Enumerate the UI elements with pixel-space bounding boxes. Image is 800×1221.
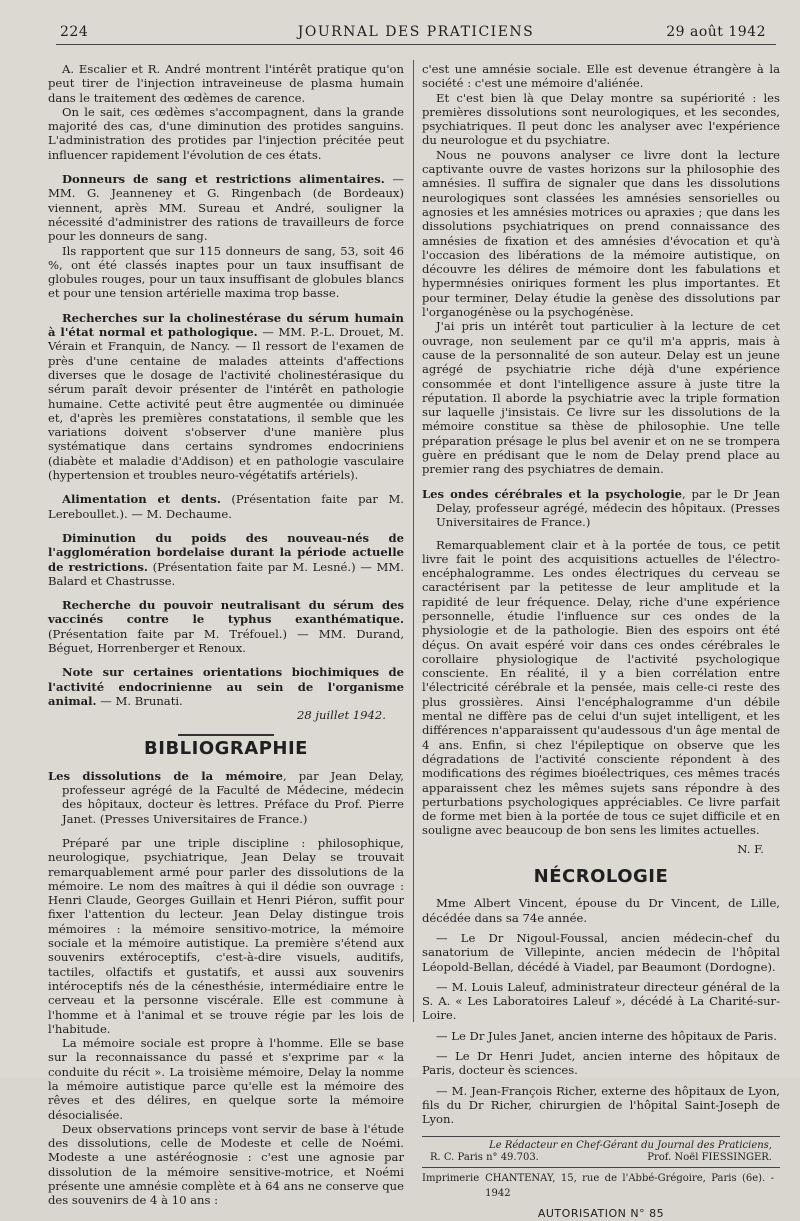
obituary-item: Mme Albert Vincent, épouse du Dr Vincent, de Lille, décédée dans sa 74e année. (422, 896, 780, 925)
book-entry-ondes (422, 487, 780, 530)
article-title: Alimentation et dents. (62, 492, 221, 507)
article-text: (Présentation faite par M. Lereboullet.). — M. Dechaume. (48, 492, 404, 521)
paragraph-oedemes: On le sait, ces œdèmes s'accompagnent, dans la grande majorité des cas, d'une diminution des protides sanguins. L'administration des protides par l'injection précitée peut influencer rapidement l'évolution de ces états. (48, 104, 404, 162)
article-alimentation (48, 492, 404, 521)
journal-title: JOURNAL DES PRATICIENS (297, 24, 535, 40)
right-column (422, 62, 780, 1221)
article-text: — MM. G. Jeanneney et G. Ringenbach (de Bordeaux) viennent, après MM. Sureau et André, souligner la nécessité d'administrer des rations de travailleurs de force pour les donneurs de sang. (48, 172, 404, 244)
review-paragraph: La mémoire sociale est propre à l'homme. Elle se base sur la reconnaissance du passé et s'exprime par « la conduite du récit ». La troisième mémoire, Delay la nomme la mémoire autistique parce qu'elle est la mémoire des rêves et des délires, en quelque sorte la mémoire désocialisée. (48, 1036, 404, 1122)
article-title: Diminution du poids des nouveau-nés de l'agglomération bordelaise durant la période actuelle de restrictions. (48, 530, 404, 574)
article-title: Recherches sur la cholinestérase du sérum humain à l'état normal et pathologique. (48, 310, 404, 340)
bibliographie-heading: BIBLIOGRAPHIE (144, 738, 308, 760)
printer-label: Imprimerie (422, 1173, 480, 1185)
article-text: (Présentation faite par M. Lesné.) — MM. Balard et Chastrusse. (48, 559, 404, 588)
column-divider (413, 60, 414, 1022)
article-recherche (48, 598, 404, 655)
article-diminution (48, 531, 404, 588)
printer-name: CHANTENAY, 15, rue de l'Abbé-Grégoire, Paris (6e). - 1942 (485, 1173, 774, 1199)
printer-line (422, 1172, 780, 1201)
book-details: , par Jean Delay, professeur agrégé de la Faculté de Médecine, médecin des hôpitaux, docteur ès lettres. Préface du Prof. Pierre Janet. (Presses Universitaires de France.) (62, 768, 404, 826)
article-cholinesterase (48, 311, 404, 483)
section-rule (178, 734, 274, 736)
paragraph-donneurs-results: Ils rapportent que sur 115 donneurs de sang, 53, soit 46 %, ont été classés inaptes pour un taux insuffisant de globules rouges, pour un taux insuffisant de globules blancs et pour une tension artérielle maxima trop basse. (48, 243, 404, 301)
obituary-item: — M. Jean-François Richer, externe des hôpitaux de Lyon, fils du Dr Richer, chirurgien de l'hôpital Saint-Joseph de Lyon. (422, 1083, 780, 1127)
authorisation-number: AUTORISATION N° 85 (537, 1207, 665, 1221)
necrologie-heading: NÉCROLOGIE (533, 866, 669, 888)
article-text: — MM. P.-L. Drouet, M. Vérain et Franquin, de Nancy. — Il ressort de l'examen de près d'une centaine de malades atteints d'affections diverses que le dosage de l'activité cholinestérasique du sérum paraît devoir présenter de l'intérêt en pathologie humaine. Cette activité peut être augmentée ou diminuée et, d'après les premières constatations, il semble que les variations doivent s'observer d'une manière plus systématique dans certains syndromes endocriniens (diabète et maladie d'Addison) et en pathologie vasculaire (hypertension et troubles neuro-végétatifs artériels). (48, 325, 404, 483)
paragraph-escalier: A. Escalier et R. André montrent l'intérêt pratique qu'on peut tirer de l'injection intraveineuse de plasma humain dans le traitement des œdèmes de carence. (48, 62, 404, 105)
issue-date: 29 août 1942 (666, 24, 766, 40)
dateline: 28 juillet 1942. (296, 708, 386, 723)
review-paragraph: Préparé par une triple discipline : philosophique, neurologique, psychiatrique, Jean Delay se trouvait remarquablement armé pour parler des dissolutions de la mémoire. Le nom des maîtres à qui il dédie son ouvrage : Henri Claude, Georges Guillain et Henri Piéron, suffit pour fixer l'attention du lecteur. Jean Delay distingue trois mémoires : la mémoire sensitivo-motrice, la mémoire sociale et la mémoire autistique. La première s'étend aux souvenirs extéroceptifs, c'est-à-dire visuels, auditifs, tactiles, olfactifs et gustatifs, et aussi aux souvenirs intéroceptifs nés de la cénesthésie, intermédiaire entre le cerveau et la personne viscérale. Elle est commune à l'homme et à l'animal et se trouve régie par les lois de l'habitude. (48, 835, 404, 1036)
obituary-item: — Le Dr Henri Judet, ancien interne des hôpitaux de Paris, docteur ès sciences. (422, 1049, 780, 1078)
review-paragraph: Et c'est bien là que Delay montre sa supériorité : les premières dissolutions sont neurologiques, et les secondes, psychiatriques. Il peut donc les analyser avec l'expérience du neurologue et du psychiatre. (422, 90, 780, 148)
editor-name: Prof. Noël FIESSINGER. (647, 1152, 772, 1164)
reviewer-signature: N. F. (737, 841, 764, 856)
book-title: Les dissolutions de la mémoire (48, 768, 284, 783)
review-paragraph: Deux observations princeps vont servir de base à l'étude des dissolutions, celle de Modeste et celle de Noémi. Modeste a une astéréognosie : c'est une agnosie par dissolution de la mémoire sensitive-motrice, et Noémi présente une amnésie complète et à 64 ans ne conserve que des souvenirs de 4 à 10 ans : (48, 1121, 404, 1208)
article-note (48, 665, 404, 708)
editor-line: Le Rédacteur en Chef-Gérant du Journal des Praticiens, (489, 1140, 772, 1152)
obituary-item: — Le Dr Nigoul-Foussal, ancien médecin-chef du sanatorium de Villepinte, ancien médecin de l'hôpital Léopold-Bellan, décédé à Viadel, par Beaumont (Dordogne). (422, 930, 780, 974)
left-column (48, 62, 404, 1208)
review-paragraph: Nous ne pouvons analyser ce livre dont la lecture captivante ouvre de vastes horizons sur la philosophie des amnésies. Il suffira de signaler que dans les dissolutions neurologiques sont classées les amnésies sensorielles ou agnosies et les amnésies motrices ou apraxies ; que dans les dissolutions psychiatriques on prend connaissance des amnésies de fixation et des amnésies d'évocation et qu'à l'occasion des libérations de la mémoire autistique, on découvre les délires de mémoire dont les fabulations et hypermnésies oniriques forment les plus importantes. Et pour terminer, Delay étudie la genèse des dissolutions par l'organogénèse ou la psychogénèse. (422, 147, 780, 320)
article-text: — M. Brunati. (96, 693, 183, 708)
review-paragraph: c'est une amnésie sociale. Elle est devenue étrangère à la société : c'est une mémoire d'aliénée. (422, 62, 780, 91)
obituary-item: — Le Dr Jules Janet, ancien interne des hôpitaux de Paris. (436, 1028, 777, 1043)
book-entry-dissolutions (48, 769, 404, 826)
article-title: Donneurs de sang et restrictions alimentaires. (62, 172, 385, 187)
book-title: Les ondes cérébrales et la psychologie (422, 486, 683, 501)
obituary-item: — M. Louis Laleuf, administrateur directeur général de la S. A. « Les Laboratoires Laleuf », décédé à La Charité-sur-Loire. (422, 979, 780, 1023)
page-number: 224 (60, 24, 89, 40)
article-text: (Présentation faite par M. Tréfouel.) — MM. Durand, Béguet, Horrenberger et Renoux. (48, 626, 404, 655)
article-title: Recherche du pouvoir neutralisant du sérum des vaccinés contre le typhus exanthématique. (48, 598, 404, 627)
registration-number: R. C. Paris n° 49.703. (430, 1152, 539, 1164)
article-title: Note sur certaines orientations biochimiques de l'activité endocrinienne au sein de l'organisme animal. (48, 665, 404, 708)
book-details: , par le Dr Jean Delay, professeur agrégé, médecin des hôpitaux. (Presses Universitaires de France.) (436, 486, 780, 530)
page-header (56, 22, 776, 45)
review-paragraph: J'ai pris un intérêt tout particulier à la lecture de cet ouvrage, non seulement par ce qu'il m'a appris, mais à cause de la personnalité de son auteur. Delay est un jeune agrégé de psychiatrie riche déjà d'une expérience consommée et dont l'intelligence assure à juste titre la réputation. Il aborde la psychiatrie avec la triple formation sur laquelle j'insistais. Ce livre sur les dissolutions de la mémoire constitue sa thèse de philosophie. Une telle préparation présage le plus bel avenir et on ne se trompera guère en prédisant que le nom de Delay prend place au premier rang des psychiatres de demain. (422, 319, 780, 477)
article-donneurs (48, 172, 404, 243)
review-paragraph: Remarquablement clair et à la portée de tous, ce petit livre fait le point des acquisitions actuelles de l'électro-encéphalogramme. Les ondes électriques du cerveau se caractérisent par la petitesse de leur amplitude et la rapidité de leur fréquence. Delay, riche d'une expérience personnelle, étudie l'influence sur ces ondes de la physiologie et de la pathologie. Bien des espoirs ont été déçus. On avait espéré voir dans ces ondes cérébrales le corollaire physiologique de l'activité psychologique consciente. En réalité, il y a bien corrélation entre l'électricité cérébrale et la pensée, mais celle-ci reste des plus grossières. Ainsi l'encéphalogramme d'un débile mental ne diffère pas de celui d'un sujet intelligent, et les différences n'apparaissent qu'audessous d'un âge mental de 4 ans. Enfin, si chez l'épileptique on observe que les dégradations de l'activité consciente répondent à des modifications des régimes bioélectriques, ces mêmes tracés apparaissent chez les mêmes sujets sans répondre à des perturbations psychologiques appréciables. Ce livre parfait de forme met bien à la portée de tous ce sujet difficile et en souligne avec beaucoup de bon sens les limites actuelles. (422, 537, 780, 838)
editor-footer (422, 1136, 780, 1168)
editor-credits (422, 1152, 780, 1164)
